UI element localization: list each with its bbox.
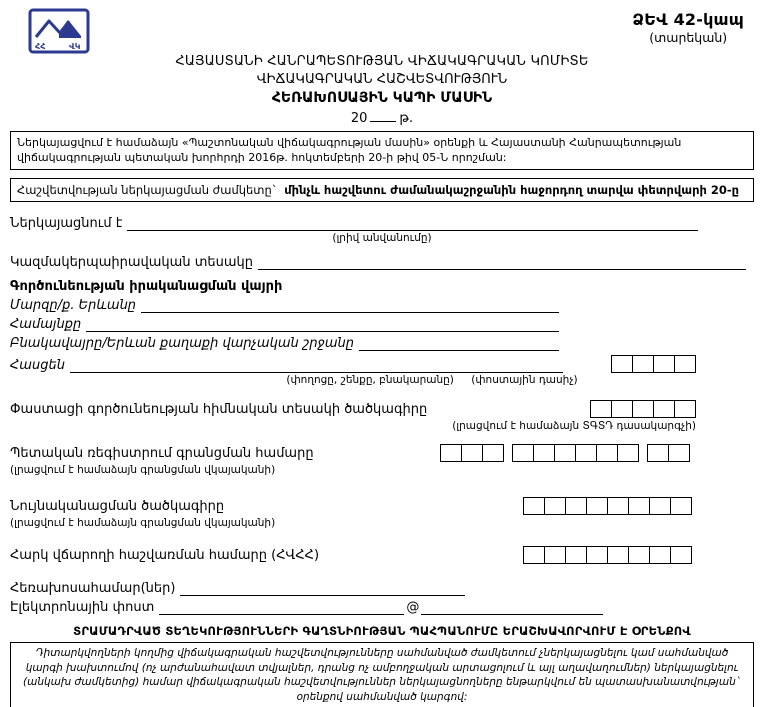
code-cell[interactable] [647, 444, 669, 462]
region-input[interactable] [141, 298, 559, 313]
id-code-boxes [523, 497, 692, 515]
logo-right-text: ՎԿ [69, 42, 81, 51]
form-code-block [632, 10, 744, 45]
address-input[interactable] [70, 358, 563, 373]
form-periodicity: (տարեկան) [649, 30, 728, 45]
legal-basis-box: Ներկայացվում է համաձայն «Պաշտոնական վիճակագրության մասին» օրենքի և Հայաստանի Հանրապետության վիճակագրության պետական խորհրդի 2016թ. հոկտեմբերի 20-ի թիվ 05-Ն որոշման: [10, 131, 754, 170]
code-cell[interactable] [611, 355, 633, 373]
email-row [10, 600, 754, 615]
code-cell[interactable] [575, 444, 597, 462]
code-cell[interactable] [632, 400, 654, 418]
code-cell-group [523, 497, 692, 515]
state-register-row [10, 444, 754, 462]
submitter-label: Ներկայացնում է [10, 215, 123, 231]
tin-row [10, 546, 754, 564]
code-cell[interactable] [653, 400, 675, 418]
year-prefix: 20 [350, 111, 368, 126]
tin-boxes [523, 546, 692, 564]
year-line [10, 109, 754, 126]
code-cell-group [523, 546, 692, 564]
code-cell[interactable] [554, 444, 576, 462]
liability-note-box: Դիտարկվողների կողմից վիճակագրական հաշվետվությունները սահմանված ժամկետում չներկայացնելու կամ սահմանված կարգի խախտումով (ոչ արժանահավատ տվյալներ, դրանց ոչ ամբողջական արտացոլում և այլ աղավաղումներ) ներկայացնելու (անկախ ժամկետից) համար վիճակագրական հաշվետվություններ ներկայացնողները ենթարկվում են պատասխանատվության` օրենքով սահմանված կարգով: [10, 642, 754, 707]
region-label: Մարզը/ք. Երևանը [10, 297, 137, 313]
region-row [10, 298, 754, 313]
deadline-box [10, 178, 754, 202]
code-cell[interactable] [544, 546, 566, 564]
email-local-input[interactable] [159, 600, 404, 615]
community-row [10, 317, 754, 332]
id-code-label: Նույնականացման ծածկագիրը [10, 498, 225, 514]
phone-input[interactable] [180, 581, 465, 596]
community-input[interactable] [86, 317, 559, 332]
legal-form-input[interactable] [258, 255, 746, 270]
state-register-hint: (լրացվում է համաձայն գրանցման վկայականի) [10, 464, 276, 477]
submitter-hint: (լրիվ անվանումը) [332, 231, 432, 244]
address-label: Հասցեն [10, 357, 65, 373]
state-register-label: Պետական ռեգիստրում գրանցման համարը [10, 445, 314, 461]
code-cell-group [611, 355, 696, 373]
code-cell[interactable] [565, 497, 587, 515]
code-cell-group [440, 444, 504, 462]
code-cell-group [647, 444, 690, 462]
community-label: Համայնքը [10, 316, 82, 332]
submitter-input[interactable] [127, 216, 698, 231]
code-cell-group [590, 400, 696, 418]
phone-row [10, 581, 754, 596]
state-register-boxes [440, 444, 690, 462]
code-cell[interactable] [512, 444, 534, 462]
submitter-row [10, 216, 754, 231]
deadline-value: մինչև հաշվետու ժամանակաշրջանին հաջորդող տարվա փետրվարի 20-ը [284, 182, 740, 197]
code-cell[interactable] [674, 355, 696, 373]
postal-code-boxes [611, 355, 696, 373]
code-cell[interactable] [523, 497, 545, 515]
code-cell[interactable] [533, 444, 555, 462]
code-cell[interactable] [586, 546, 608, 564]
code-cell-group [512, 444, 639, 462]
address-hint-row [10, 374, 754, 387]
code-cell[interactable] [628, 546, 650, 564]
title-block [10, 54, 754, 126]
code-cell[interactable] [482, 444, 504, 462]
code-cell[interactable] [632, 355, 654, 373]
code-cell[interactable] [668, 444, 690, 462]
code-cell[interactable] [653, 355, 675, 373]
doc-type-title: ՎԻՃԱԿԱԳՐԱԿԱՆ ՀԱՇՎԵՏՎՈՒԹՅՈՒՆ [256, 72, 508, 87]
address-street-hint: (փողոցը, շենքը, բնակարանը) [286, 373, 454, 386]
code-cell[interactable] [611, 400, 633, 418]
code-cell[interactable] [670, 497, 692, 515]
code-cell[interactable] [607, 546, 629, 564]
deadline-label: Հաշվետվության ներկայացման ժամկետը` [17, 182, 278, 197]
id-code-row [10, 497, 754, 515]
legal-form-row [10, 255, 754, 270]
code-cell[interactable] [586, 497, 608, 515]
location-heading: Գործունեության իրականացման վայրի [10, 278, 283, 294]
address-row [10, 355, 754, 373]
phone-label: Հեռախոսահամար(ներ) [10, 581, 176, 597]
code-cell[interactable] [565, 546, 587, 564]
activity-code-row [10, 400, 754, 418]
confidentiality-note: ՏՐԱՄԱԴՐՎԱԾ ՏԵՂԵԿՈՒԹՅՈՒՆՆԵՐԻ ԳԱՂՏՆԻՈՒԹՅԱՆ ՊԱՀՊԱՆՈՒՄԸ ԵՐԱՇԽԱՎՈՐՎՈՒՄ Է ՕՐԵՆՔՈՎ [73, 624, 691, 639]
email-domain-input[interactable] [421, 600, 603, 615]
year-input[interactable] [370, 109, 396, 122]
id-code-hint: (լրացվում է համաձայն գրանցման վկայականի) [10, 517, 276, 530]
code-cell[interactable] [461, 444, 483, 462]
code-cell[interactable] [649, 497, 671, 515]
code-cell[interactable] [674, 400, 696, 418]
logo-left-text: ՀՀ [35, 42, 46, 51]
code-cell[interactable] [590, 400, 612, 418]
form-code: ՁԵՎ 42-կապ [632, 10, 744, 29]
activity-code-hint: (լրացվում է համաձայն ՏԳՏԴ դասակարգչի) [452, 420, 696, 433]
code-cell[interactable] [617, 444, 639, 462]
year-suffix: թ. [399, 111, 414, 126]
code-cell[interactable] [670, 546, 692, 564]
code-cell[interactable] [544, 497, 566, 515]
header-bar [10, 6, 754, 54]
legal-form-label: Կազմակերպաիրավական տեսակը [10, 254, 253, 270]
doc-subject-title: ՀԵՌԱԽՈՍԱՅԻՆ ԿԱՊԻ ՄԱՍԻՆ [271, 90, 493, 106]
code-cell[interactable] [649, 546, 671, 564]
settlement-input[interactable] [359, 336, 559, 351]
org-title: ՀԱՅԱՍՏԱՆԻ ՀԱՆՐԱՊԵՏՈՒԹՅԱՆ ՎԻՃԱԿԱԳՐԱԿԱՆ ԿՈՄԻՏԵ [175, 54, 589, 69]
tin-label: Հարկ վճարողի հաշվառման համարը (ՀՎՀՀ) [10, 547, 320, 563]
postal-code-hint: (փոստային դասիչ) [471, 373, 578, 386]
code-cell[interactable] [607, 497, 629, 515]
email-at-sign: @ [406, 600, 420, 616]
settlement-row [10, 336, 754, 351]
code-cell[interactable] [523, 546, 545, 564]
settlement-label: Բնակավայրը/Երևան քաղաքի վարչական շրջանը [10, 335, 354, 351]
activity-code-label: Փաստացի գործունեության հիմնական տեսակի ծածկագիրը [10, 401, 428, 417]
armstat-logo [28, 8, 90, 54]
code-cell[interactable] [596, 444, 618, 462]
activity-code-boxes [590, 400, 696, 418]
code-cell[interactable] [628, 497, 650, 515]
code-cell[interactable] [440, 444, 462, 462]
email-label: Էլեկտրոնային փոստ [10, 600, 155, 616]
